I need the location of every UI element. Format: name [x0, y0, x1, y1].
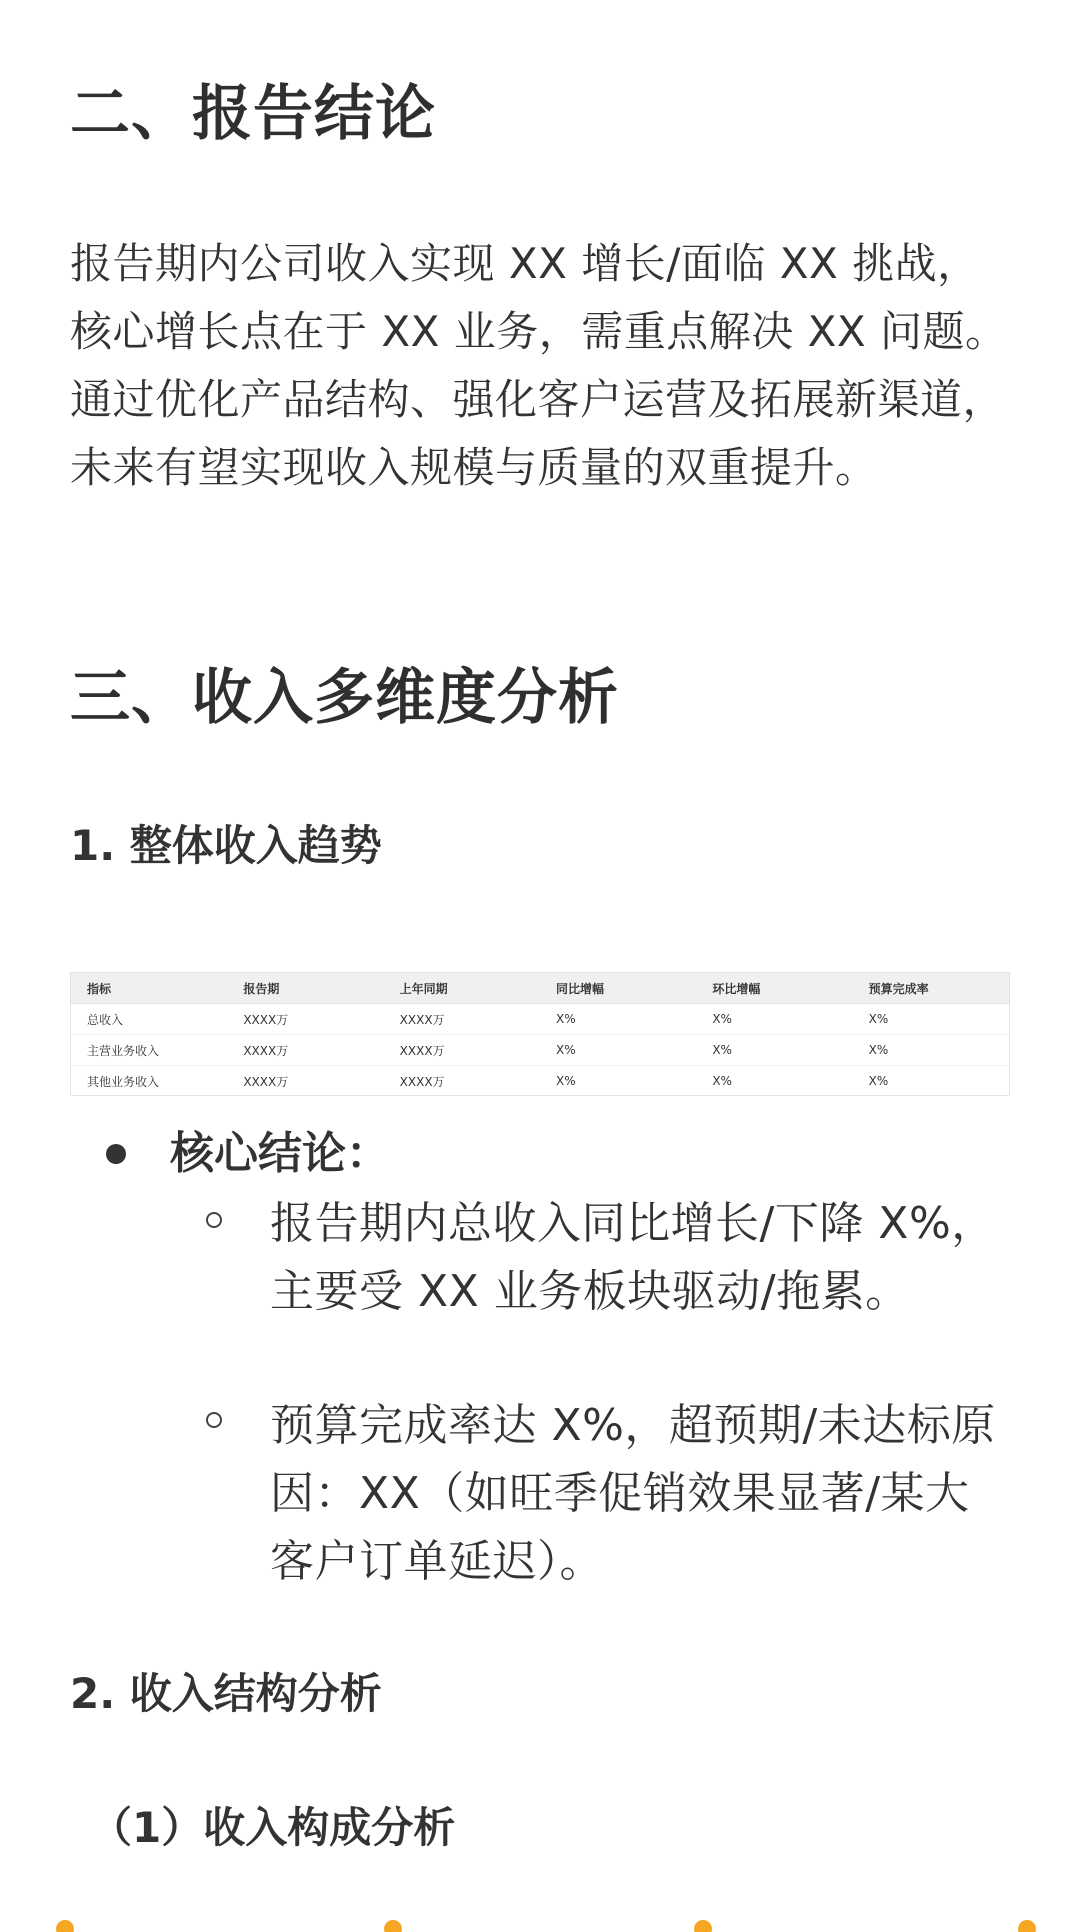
table-cell: 其他业务收入: [87, 1074, 160, 1089]
conclusion-point-2: 预算完成率达 X%，超预期/未达标原因：XX（如旺季促销效果显著/某大客户订单延迟）。: [270, 1400, 996, 1587]
table-cell: XXXX万: [227, 1035, 383, 1066]
table-cell: X%: [853, 1004, 1009, 1035]
table-cell: 总收入: [71, 1004, 227, 1035]
table-cell: X%: [555, 1074, 576, 1088]
table-cell: XXXX万: [243, 1074, 289, 1089]
bullet-disc-icon: [106, 1144, 126, 1164]
table-cell: X%: [853, 1035, 1009, 1066]
table-header-cell: 同比增幅: [540, 973, 696, 1004]
chart-marker-icon: [694, 1920, 712, 1932]
table-cell: 主营业务收入: [71, 1035, 227, 1066]
table-cell: XXXX万: [384, 1035, 540, 1066]
table-header-cell: 上年同期: [384, 973, 540, 1004]
table-header-row: [71, 973, 1009, 1004]
section-title-conclusion: 二、报告结论: [70, 79, 436, 149]
table-header-cell: 预算完成率: [853, 973, 1009, 1004]
table-row: [71, 1066, 1009, 1097]
table-row: [71, 1004, 1009, 1035]
table-cell: XXXX万: [227, 1004, 383, 1035]
bullet-circle-icon: [206, 1412, 222, 1428]
bullet-circle-icon: [206, 1212, 222, 1228]
table-cell: X%: [712, 1074, 732, 1088]
subsection-title-composition: （1）收入构成分析: [90, 1803, 456, 1852]
chart-marker-icon: [1018, 1920, 1036, 1932]
table-cell: X%: [540, 1004, 696, 1035]
table-cell: XXXX万: [399, 1074, 445, 1089]
table-cell: X%: [540, 1035, 696, 1066]
conclusion-point-1: 报告期内总收入同比增长/下降 X%，主要受 XX 业务板块驱动/拖累。: [270, 1198, 996, 1317]
conclusion-paragraph: 报告期内公司收入实现 XX 增长/面临 XX 挑战，核心增长点在于 XX 业务，需重点解决 XX 问题。通过优化产品结构、强化客户运营及拓展新渠道，未来有望实现收入规模与质量的双重提升。: [70, 239, 1008, 492]
chart-marker-icon: [384, 1920, 402, 1932]
table-header-cell: 指标: [71, 973, 227, 1004]
cropped-chart-edge: [0, 1900, 1080, 1932]
revenue-trend-table: [70, 972, 1010, 1096]
table-cell: X%: [868, 1074, 889, 1088]
table-header-cell: 报告期: [227, 973, 383, 1004]
table-header-cell: 环比增幅: [696, 973, 852, 1004]
core-conclusion-label: 核心结论：: [170, 1128, 390, 1179]
subsection-title-structure: 2. 收入结构分析: [70, 1669, 382, 1718]
subsection-title-trend: 1. 整体收入趋势: [70, 821, 382, 870]
section-title-analysis: 三、收入多维度分析: [70, 663, 619, 733]
table-cell: X%: [696, 1035, 852, 1066]
chart-marker-icon: [56, 1920, 74, 1932]
table-cell: X%: [696, 1004, 852, 1035]
table-row: [71, 1035, 1009, 1066]
table-cell: XXXX万: [384, 1004, 540, 1035]
